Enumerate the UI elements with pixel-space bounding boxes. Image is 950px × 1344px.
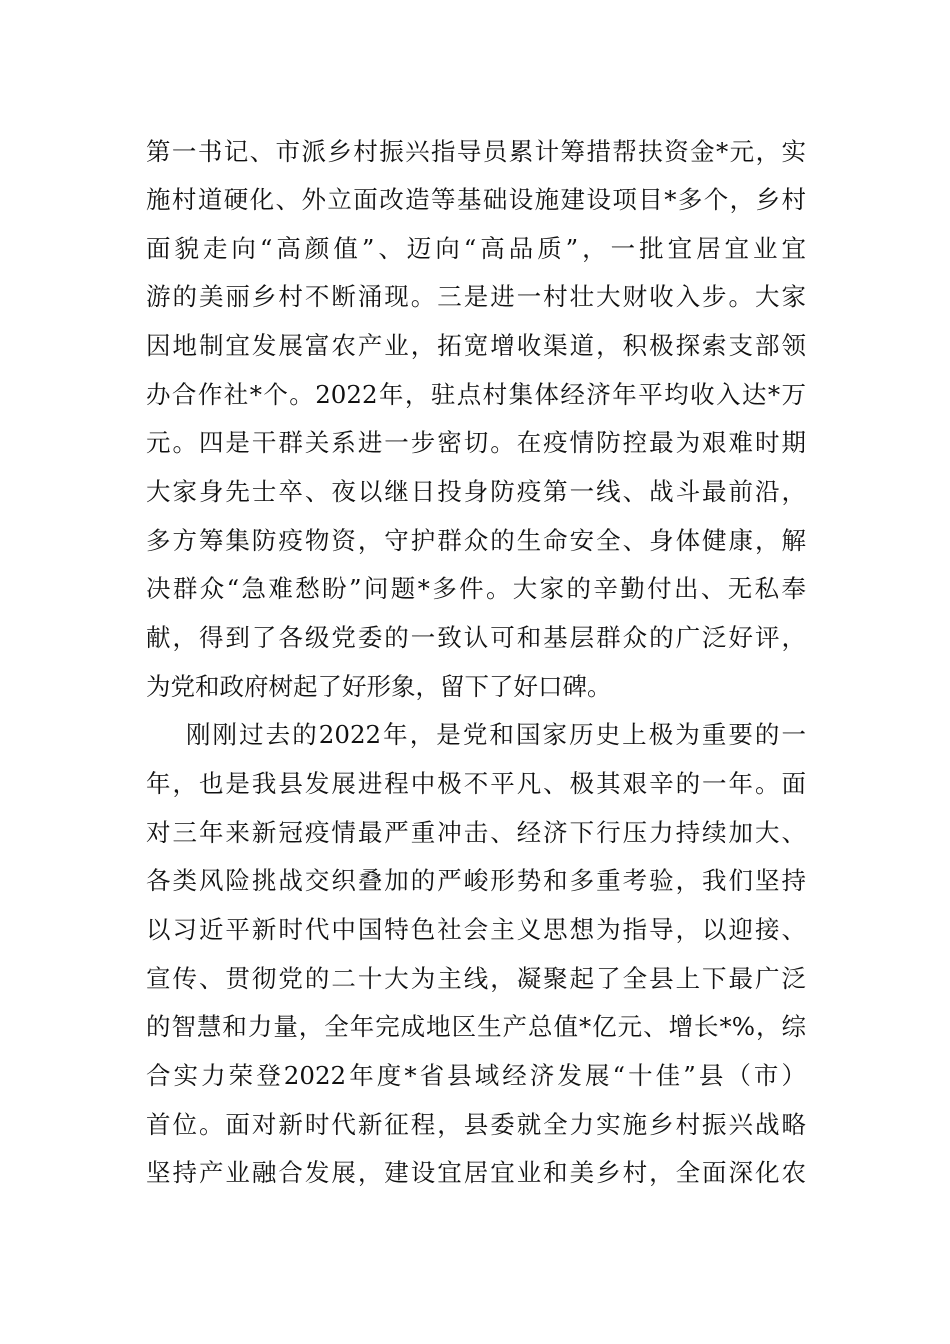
paragraph-1-line-8: 大家身先士卒、夜以继日投身防疫第一线、战斗最前沿， <box>146 477 806 506</box>
paragraph-2-line-1: 刚刚过去的2022年，是党和国家历史上极为重要的一 <box>186 720 806 749</box>
paragraph-1-line-4: 游的美丽乡村不断涌现。三是进一村壮大财收入步。大家 <box>146 282 806 311</box>
paragraph-2-line-3: 对三年来新冠疫情最严重冲击、经济下行压力持续加大、 <box>146 818 806 847</box>
paragraph-1-line-6: 办合作社*个。2022年，驻点村集体经济年平均收入达*万 <box>146 380 806 409</box>
paragraph-1-line-11: 献，得到了各级党委的一致认可和基层群众的广泛好评， <box>146 623 806 652</box>
paragraph-1-line-7: 元。四是干群关系进一步密切。在疫情防控最为艰难时期 <box>146 428 806 457</box>
paragraph-1-line-9: 多方筹集防疫物资，守护群众的生命安全、身体健康，解 <box>146 526 806 555</box>
paragraph-2-line-7: 的智慧和力量，全年完成地区生产总值*亿元、增长*%，综 <box>146 1012 806 1041</box>
paragraph-1-line-2: 施村道硬化、外立面改造等基础设施建设项目*多个，乡村 <box>146 185 806 214</box>
paragraph-2-line-10: 坚持产业融合发展，建设宜居宜业和美乡村，全面深化农 <box>146 1158 806 1187</box>
paragraph-2-line-5: 以习近平新时代中国特色社会主义思想为指导，以迎接、 <box>146 915 806 944</box>
paragraph-2-line-6: 宣传、贯彻党的二十大为主线，凝聚起了全县上下最广泛 <box>146 964 806 993</box>
paragraph-2-line-9: 首位。面对新时代新征程，县委就全力实施乡村振兴战略 <box>146 1110 806 1139</box>
paragraph-1-line-3: 面貌走向“高颜值”、迈向“高品质”，一批宜居宜业宜 <box>146 234 806 263</box>
paragraph-2-line-4: 各类风险挑战交织叠加的严峻形势和多重考验，我们坚持 <box>146 866 806 895</box>
paragraph-1-line-12: 为党和政府树起了好形象，留下了好口碑。 <box>146 672 612 701</box>
paragraph-2-line-8: 合实力荣登2022年度*省县域经济发展“十佳”县（市） <box>146 1061 806 1090</box>
paragraph-2-line-2: 年，也是我县发展进程中极不平凡、极其艰辛的一年。面 <box>146 769 806 798</box>
paragraph-1-line-10: 决群众“急难愁盼”问题*多件。大家的辛勤付出、无私奉 <box>146 574 806 603</box>
paragraph-1-line-5: 因地制宜发展富农产业，拓宽增收渠道，积极探索支部领 <box>146 331 806 360</box>
paragraph-1-line-1: 第一书记、市派乡村振兴指导员累计筹措帮扶资金*元，实 <box>146 137 806 166</box>
